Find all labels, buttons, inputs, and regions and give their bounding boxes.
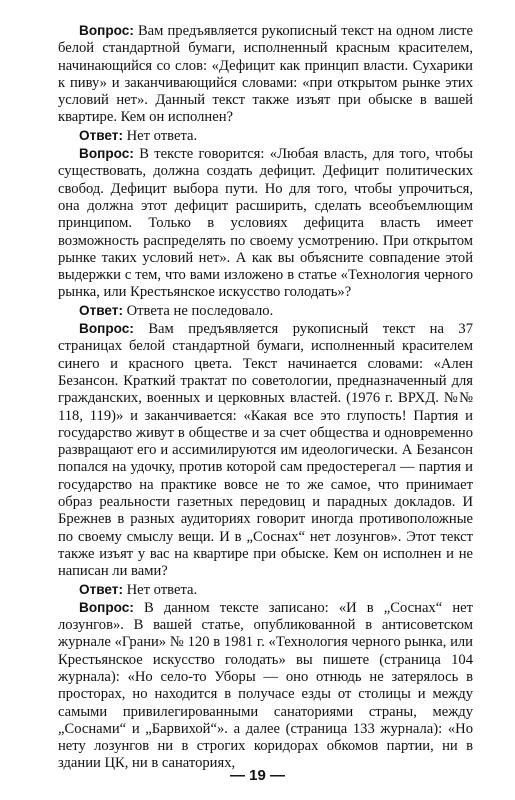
question-paragraph [58, 22, 473, 127]
question-text: В тексте говорится: «Любая власть, для того, чтобы существовать, должна создать дефицит. Дефицит политических свобод. Дефицит выбора пути. Но для того, чтобы упрочиться, она должна этот дефицит расширить, сделать всеобъемлющим принципом. Только в условиях дефицита власть имеет возможность распределять по своему усмотрению. При открытом рынке таких условий нет». А как вы объясните совпадение этой выдержки с тем, что вами изложено в статье «Технология черного рынка, или Крестьянское искусство голодать»? [58, 146, 473, 301]
document-page [58, 22, 473, 773]
question-label: Вопрос: [79, 23, 134, 38]
answer-paragraph [58, 581, 473, 599]
question-text: В данном тексте записано: «И в „Соснах“ нет лозунгов». В вашей статье, опубликованной в антисоветском журнале «Грани» № 120 в 1981 г. «Технология черного рынка, или Крестьянское искусство голодать» вы пишете (страница 104 журнала): «Но село-то Уборы — оно отнюдь не затерялось в просторах, но находится в получасе езды от столицы и между самыми привилегированными санаториями страны, между „Соснами“ и „Барвихой“». а далее (страница 133 журнала): «Но нету лозунгов ни в строгих коридорах обкомов партии, ни в здании ЦК, ни в санаториях, [58, 599, 473, 772]
question-paragraph [58, 320, 473, 580]
question-paragraph [58, 599, 473, 773]
question-label: Вопрос: [79, 146, 134, 162]
question-label: Вопрос: [79, 321, 134, 337]
answer-text: Ответа не последовало. [122, 302, 274, 319]
question-text: Вам предъявляется рукописный текст на 37 страницах белой стандартной бумаги, исполненный красителем синего и красного цвета. Текст начинается словами: «Ален Безансон. Краткий трактат по советологии, предназначенный для гражданских, военных и церковных властей. (1976 г. ВРХД. №№ 118, 119)» и заканчивается: «Какая все это глупость! Партия и государство живут в обществе и за счет общества и одновременно развращают его и ассимилируются им идеологически. А Безансон попался на удочку, против которой сам предостерегал — партия и государство на практике вовсе не то же самое, что принимает образ реальности газетных передовиц и парадных докладов. И Брежнев в разных аудиториях говорит иногда противоположные по своему смыслу вещи. И в „Соснах“ нет лозунгов». Этот текст также изъят у вас на квартире при обыске. Кем он исполнен и не написан ли вами? [58, 321, 473, 580]
answer-text: Нет ответа. [122, 127, 198, 144]
question-paragraph [58, 145, 473, 302]
answer-text: Нет ответа. [122, 581, 198, 598]
answer-label: Ответ: [79, 302, 123, 318]
answer-paragraph [58, 302, 473, 320]
answer-label: Ответ: [79, 581, 123, 597]
answer-paragraph [58, 127, 473, 145]
question-label: Вопрос: [79, 599, 134, 615]
answer-label: Ответ: [79, 127, 123, 143]
page-number: — 19 — [229, 767, 286, 784]
question-text: Вам предъявляется рукописный текст на одном листе белой стандартной бумаги, исполненный красным красителем, начинающийся со слов: «Дефицит как принцип власти. Сухарики к пиву» и заканчивающийся словами: «при открытом рынке этих условий нет». Данный текст также изъят при обыске в вашей квартире. Кем он исполнен? [58, 23, 473, 126]
